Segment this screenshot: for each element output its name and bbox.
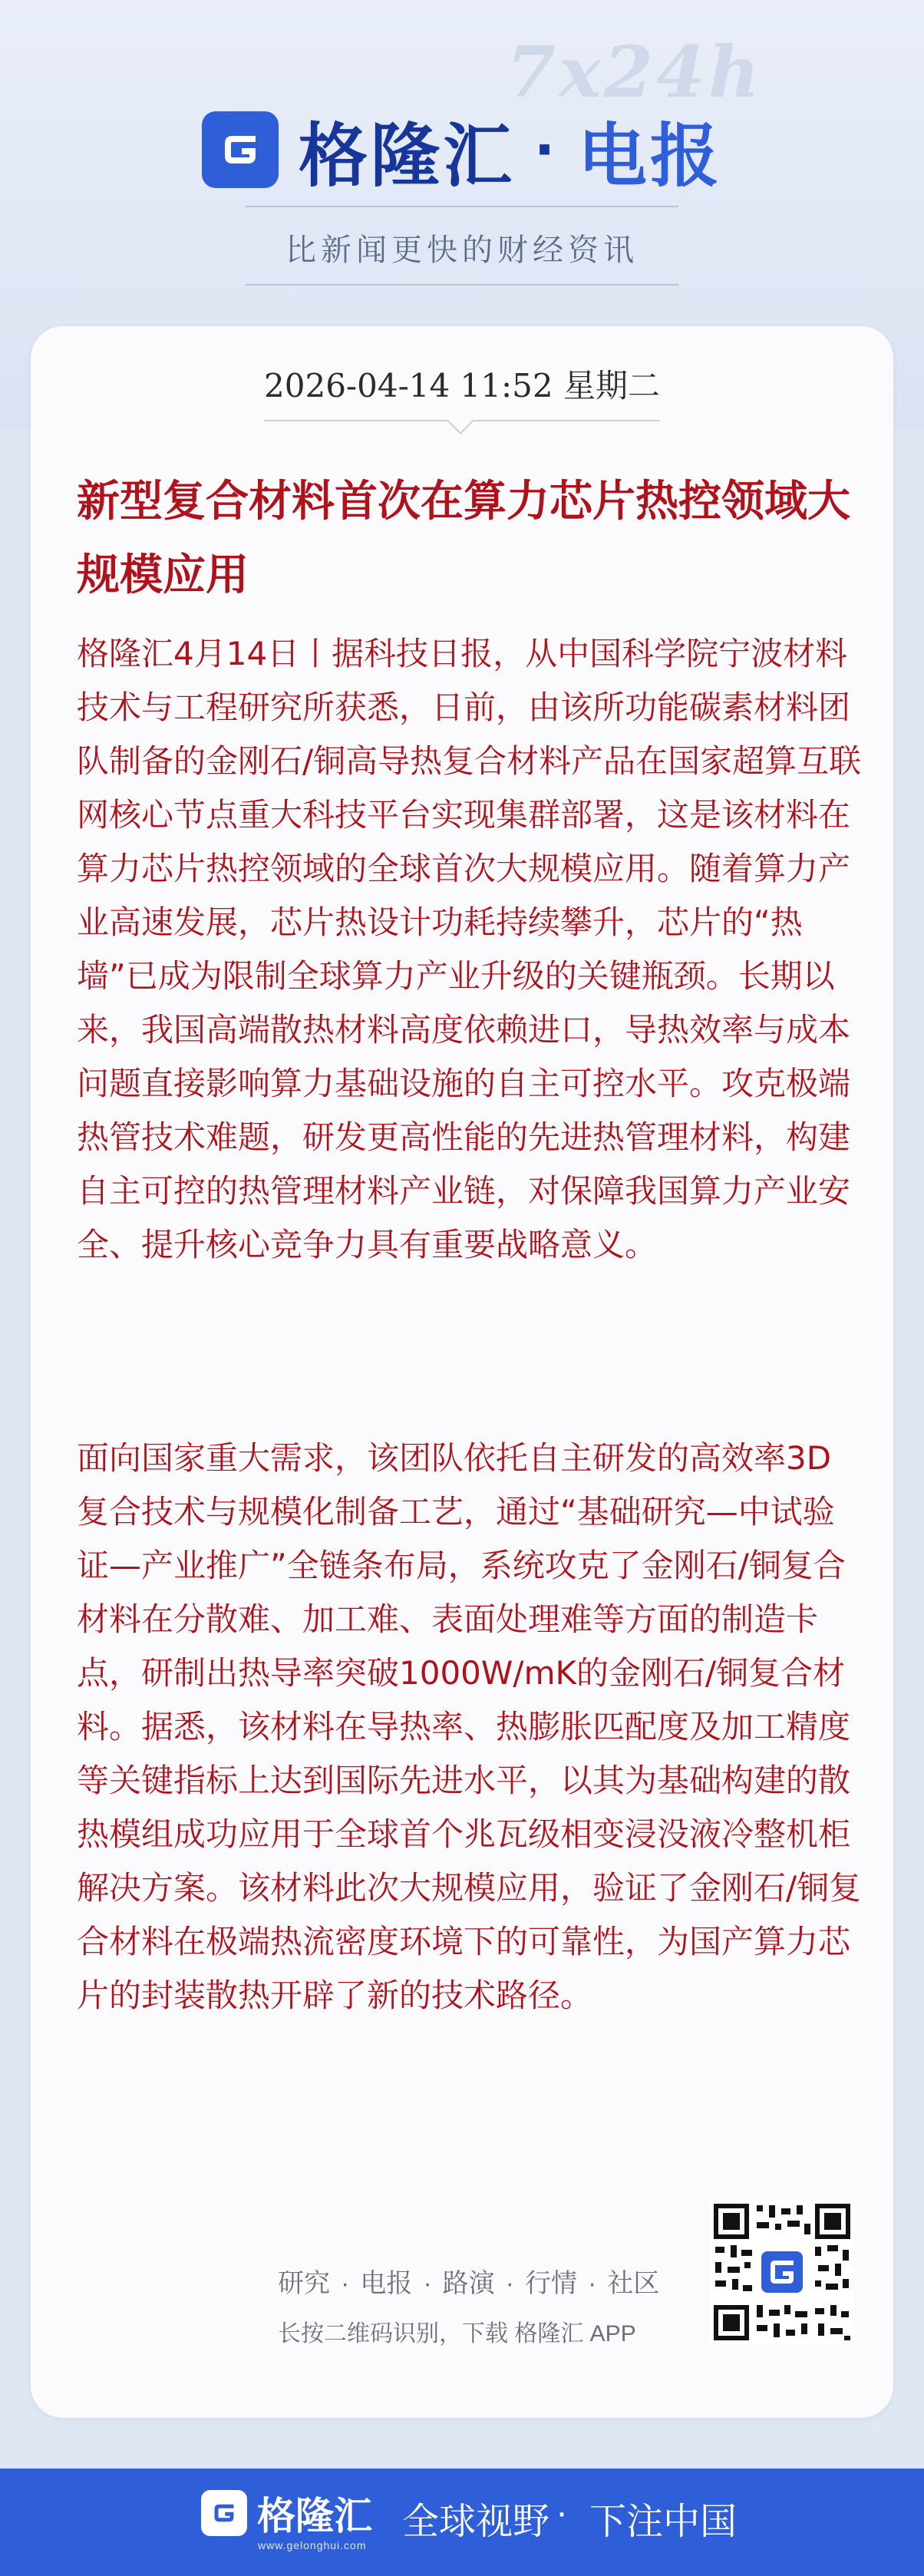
bottom-slogan-right: 下注中国 — [589, 2502, 738, 2542]
footer-link-separator: · — [423, 2269, 432, 2298]
bottom-slogan-left: 全球视野 — [402, 2502, 550, 2542]
slogan-top-divider — [246, 206, 678, 207]
footer-link-separator: · — [587, 2269, 597, 2298]
watermark-7x24h: 7x24h — [507, 31, 763, 114]
brand-section: 电报 — [577, 116, 722, 197]
slogan: 比新闻更快的财经资讯 — [285, 233, 639, 267]
footer-link-community[interactable]: 社区 — [607, 2269, 660, 2298]
gelonghui-logo-icon — [201, 2490, 247, 2536]
footer-link-roadshow[interactable]: 路演 — [442, 2269, 495, 2298]
brand-separator: · — [535, 111, 558, 188]
bottom-brand-domain: www.gelonghui.com — [258, 2539, 367, 2551]
qr-code[interactable] — [711, 2201, 853, 2343]
article-paragraph-1: 格隆汇4月14日丨据科技日报，从中国科学院宁波材料技术与工程研究所获悉，日前，由该所功能碳素材料团队制备的金刚石/铜高导热复合材料产品在国家超算互联网核心节点重大科技平台实现集群部署，这是该材料在算力芯片热控领域的全球首次大规模应用。随着算力产业高速发展，芯片热设计功耗持续攀升，芯片的“热墙”已成为限制全球算力产业升级的关键瓶颈。长期以来，我国高端散热材料高度依赖进口，导热效率与成本问题直接影响算力基础设施的自主可控水平。攻克极端热管技术难题，研发更高性能的先进热管理材料，构建自主可控的热管理材料产业链，对保障我国算力产业安全、提升核心竞争力具有重要战略意义。 — [77, 635, 862, 1263]
bottom-slogan-separator: · — [556, 2492, 568, 2533]
footer-link-separator: · — [341, 2269, 350, 2298]
download-tip: 长按二维码识别，下载 格隆汇 APP — [278, 2321, 636, 2346]
bottom-brand-name: 格隆汇 — [257, 2495, 372, 2538]
article-datetime: 2026-04-14 11:52 星期二 — [264, 367, 660, 405]
footer-link-research[interactable]: 研究 — [278, 2269, 330, 2298]
gelonghui-logo-icon — [202, 111, 279, 188]
slogan-bottom-divider — [246, 284, 678, 286]
date-divider-notch — [447, 408, 474, 434]
footer-link-market[interactable]: 行情 — [524, 2269, 577, 2298]
bottom-banner — [0, 2469, 924, 2576]
footer-link-separator: · — [505, 2269, 514, 2298]
article-card — [31, 326, 893, 2418]
brand-name: 格隆汇 — [299, 116, 515, 197]
footer-links — [278, 2262, 659, 2300]
brand-header — [0, 100, 924, 200]
footer-link-telegraph[interactable]: 电报 — [360, 2269, 413, 2298]
article-paragraph-2: 面向国家重大需求，该团队依托自主研发的高效率3D复合技术与规模化制备工艺，通过“基础研究—中试验证—产业推广”全链条布局，系统攻克了金刚石/铜复合材料在分散难、加工难、表面处理难等方面的制造卡点，研制出热导率突破1000W/mK的金刚石/铜复合材料。据悉，该材料在导热率、热膨胀匹配度及加工精度等关键指标上达到国际先进水平，以其为基础构建的散热模组成功应用于全球首个兆瓦级相变浸没液冷整机柜解决方案。该材料此次大规模应用，验证了金刚石/铜复合材料在极端热流密度环境下的可靠性，为国产算力芯片的封装散热开辟了新的技术路径。 — [77, 1439, 862, 2014]
article-title: 新型复合材料首次在算力芯片热控领域大规模应用 — [77, 476, 850, 600]
